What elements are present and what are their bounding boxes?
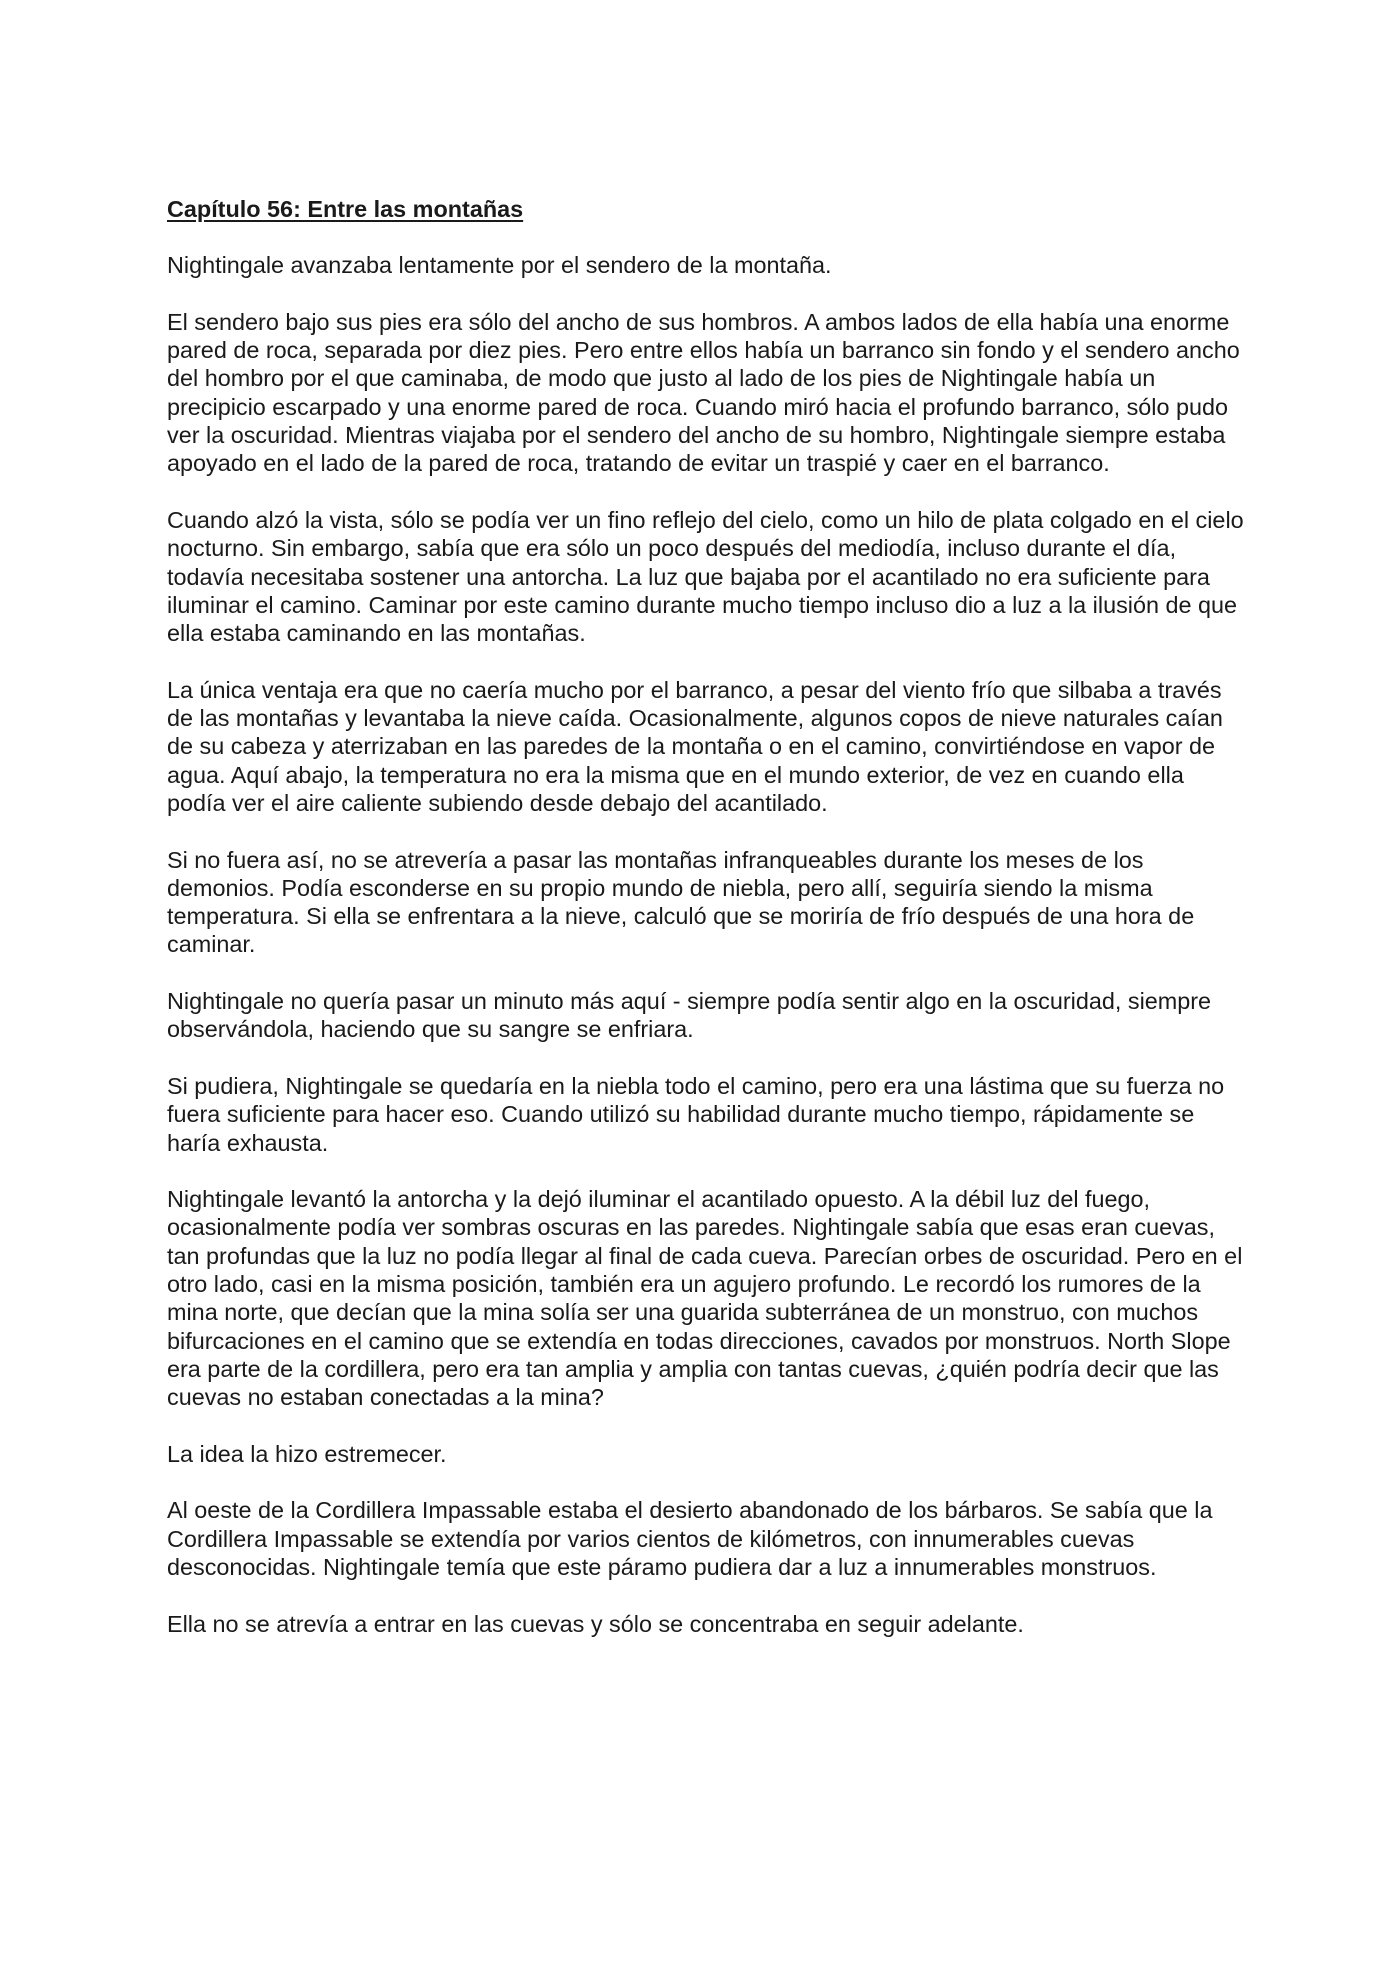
- paragraph: Si pudiera, Nightingale se quedaría en la niebla todo el camino, pero era una lástima que su fuerza no fuera suficiente para hacer eso. Cuando utilizó su habilidad durante mucho tiempo, rápidamente se haría exhausta.: [167, 1072, 1225, 1156]
- paragraph: Nightingale avanzaba lentamente por el sendero de la montaña.: [167, 252, 832, 279]
- paragraph: Cuando alzó la vista, sólo se podía ver un fino reflejo del cielo, como un hilo de plata colgado en el cielo nocturno. Sin embargo, sabía que era sólo un poco después del mediodía, incluso durante el día, todavía necesitaba sostener una antorcha. La luz que bajaba por el acantilado no era suficiente para iluminar el camino. Caminar por este camino durante mucho tiempo incluso dio a luz a la ilusión de que ella estaba caminando en las montañas.: [167, 506, 1244, 647]
- paragraph: La idea la hizo estremecer.: [167, 1440, 447, 1467]
- paragraph: Si no fuera así, no se atrevería a pasar las montañas infranqueables durante los meses de los demonios. Podía esconderse en su propio mundo de niebla, pero allí, seguiría siendo la misma temperatura. Si ella se enfrentara a la nieve, calculó que se moriría de frío después de una hora de caminar.: [167, 846, 1195, 958]
- paragraph: Nightingale levantó la antorcha y la dejó iluminar el acantilado opuesto. A la débil luz del fuego, ocasionalmente podía ver sombras oscuras en las paredes. Nightingale sabía que esas eran cuevas, tan profundas que la luz no podía llegar al final de cada cueva. Parecían orbes de oscuridad. Pero en el otro lado, casi en la misma posición, también era un agujero profundo. Le recordó los rumores de la mina norte, que decían que la mina solía ser una guarida subterránea de un monstruo, con muchos bifurcaciones en el camino que se extendía en todas direcciones, cavados por monstruos. North Slope era parte de la cordillera, pero era tan amplia y amplia con tantas cuevas, ¿quién podría decir que las cuevas no estaban conectadas a la mina?: [167, 1186, 1243, 1411]
- paragraph: La única ventaja era que no caería mucho por el barranco, a pesar del viento frío que silbaba a través de las montañas y levantaba la nieve caída. Ocasionalmente, algunos copos de nieve naturales caían de su cabeza y aterrizaban en las paredes de la montaña o en el camino, convirtiéndose en vapor de agua. Aquí abajo, la temperatura no era la misma que en el mundo exterior, de vez en cuando ella podía ver el aire caliente subiendo desde debajo del acantilado.: [167, 676, 1223, 816]
- paragraph: El sendero bajo sus pies era sólo del ancho de sus hombros. A ambos lados de ella había una enorme pared de roca, separada por diez pies. Pero entre ellos había un barranco sin fondo y el sendero ancho del hombro por el que caminaba, de modo que justo al lado de los pies de Nightingale había un precipicio escarpado y una enorme pared de roca. Cuando miró hacia el profundo barranco, sólo pudo ver la oscuridad. Mientras viajaba por el sendero del ancho de su hombro, Nightingale siempre estaba apoyado en el lado de la pared de roca, tratando de evitar un traspié y caer en el barranco.: [167, 308, 1240, 477]
- paragraph: Al oeste de la Cordillera Impassable estaba el desierto abandonado de los bárbaros. Se sabía que la Cordillera Impassable se extendía por varios cientos de kilómetros, con innumerables cuevas desconocidas. Nightingale temía que este páramo pudiera dar a luz a innumerables monstruos.: [167, 1497, 1213, 1580]
- document-page: [167, 195, 1247, 1666]
- paragraph: Ella no se atrevía a entrar en las cuevas y sólo se concentraba en seguir adelante.: [167, 1610, 1024, 1637]
- paragraph: Nightingale no quería pasar un minuto más aquí - siempre podía sentir algo en la oscuridad, siempre observándola, haciendo que su sangre se enfriara.: [167, 988, 1212, 1043]
- chapter-title: Capítulo 56: Entre las montañas: [167, 196, 524, 222]
